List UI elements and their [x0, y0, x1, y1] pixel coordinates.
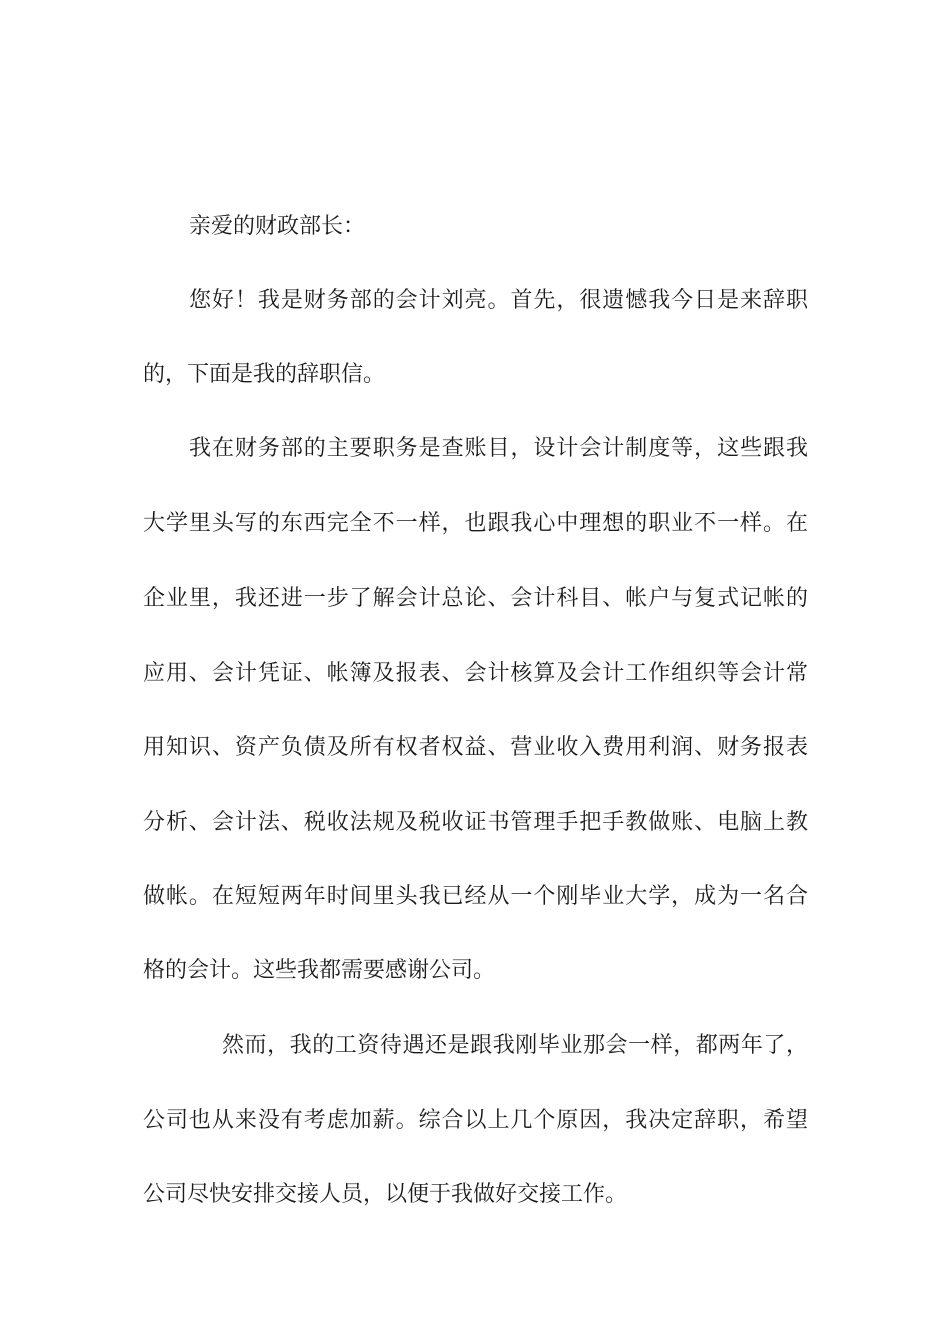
paragraph-line: 用知识、资产负债及所有权者权益、营业收入费用利润、财务报表 — [143, 735, 808, 760]
paragraph-line: 的，下面是我的辞职信。 — [143, 362, 386, 387]
paragraph-line: 大学里头写的东西完全不一样，也跟我心中理想的职业不一样。在 — [143, 511, 808, 536]
paragraph-line: 公司也从来没有考虑加薪。综合以上几个原因，我决定辞职，希望 — [143, 1108, 808, 1133]
paragraph-line: 您好！我是财务部的会计刘亮。首先，很遗憾我今日是来辞职 — [189, 288, 808, 313]
paragraph-line: 然而，我的工资待遇还是跟我刚毕业那会一样，都两年了， — [222, 1033, 808, 1058]
paragraph-line: 公司尽快安排交接人员，以便于我做好交接工作。 — [143, 1182, 628, 1207]
paragraph-line: 应用、会计凭证、帐簿及报表、会计核算及会计工作组织等会计常 — [143, 661, 808, 686]
salutation: 亲爱的财政部长： — [189, 214, 366, 239]
paragraph-line: 我在财务部的主要职务是查账目，设计会计制度等，这些跟我 — [189, 436, 808, 461]
paragraph-line: 企业里，我还进一步了解会计总论、会计科目、帐户与复式记帐的 — [143, 586, 808, 611]
paragraph-line: 格的会计。这些我都需要感谢公司。 — [143, 958, 496, 983]
paragraph-line: 分析、会计法、税收法规及税收证书管理手把手教做账、电脑上教 — [143, 810, 808, 835]
paragraph-line: 做帐。在短短两年时间里头我已经从一个刚毕业大学，成为一名合 — [143, 884, 808, 909]
